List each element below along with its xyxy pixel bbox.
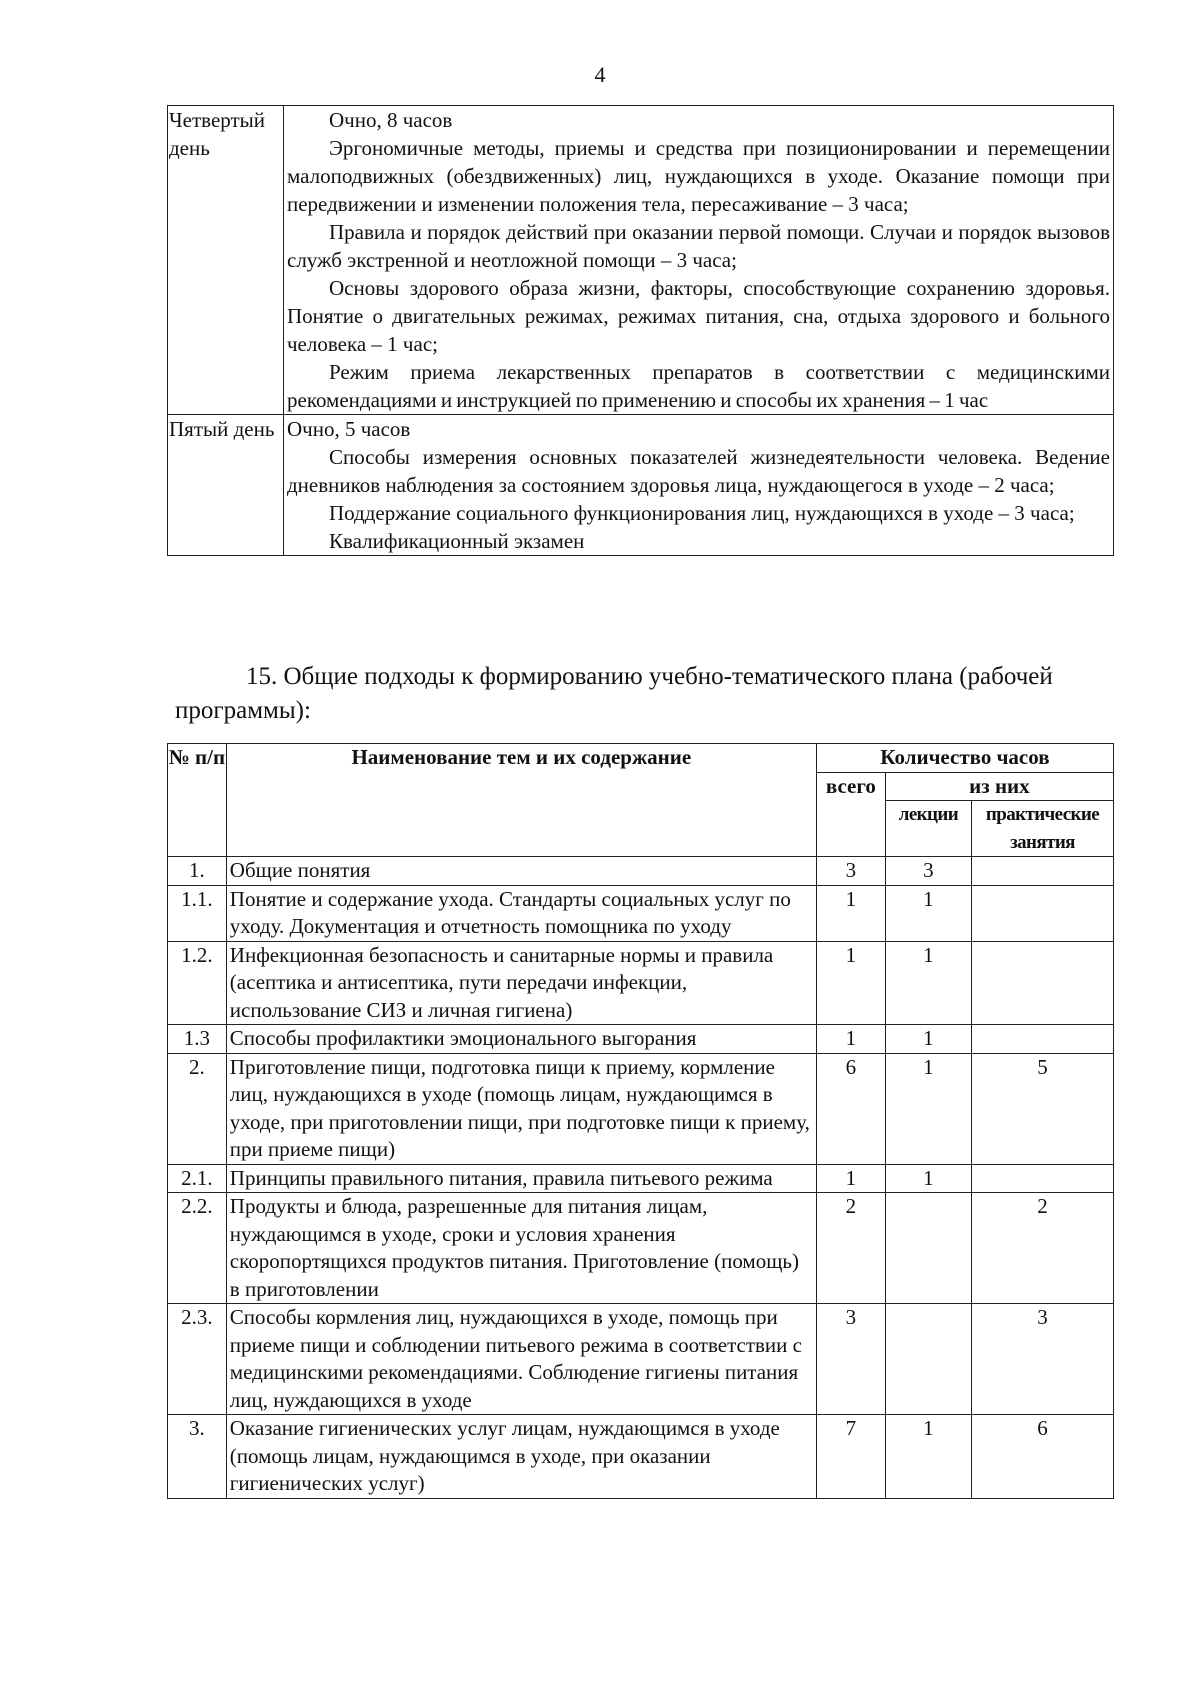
row-topic: Способы профилактики эмоционального выгорания	[226, 1025, 816, 1054]
row-number: 1.	[168, 857, 227, 886]
schedule-table	[167, 105, 1114, 556]
row-topic: Способы кормления лиц, нуждающихся в уходе, помощь при приеме пищи и соблюдении питьевого режима в соответствии с медицинскими рекомендациями. Соблюдение гигиены питания лиц, нуждающихся в уходе	[226, 1304, 816, 1415]
row-number: 2.1.	[168, 1164, 227, 1193]
row-practice	[972, 1164, 1114, 1193]
row-total: 1	[816, 1164, 885, 1193]
row-total: 6	[816, 1053, 885, 1164]
header-row	[168, 744, 1114, 773]
row-number: 2.	[168, 1053, 227, 1164]
curriculum-body	[168, 857, 1114, 1499]
header-hours: Количество часов	[816, 744, 1113, 773]
day-topic: Правила и порядок действий при оказании первой помощи. Случаи и порядок вызовов служб экстренной и неотложной помощи – 3 часа;	[287, 220, 1110, 272]
header-practice: практические занятия	[972, 801, 1114, 857]
header-of-them: из них	[885, 772, 1113, 801]
row-practice: 3	[972, 1304, 1114, 1415]
table-row	[168, 1025, 1114, 1054]
day-content	[284, 106, 1114, 415]
row-topic: Оказание гигиенических услуг лицам, нуждающимся в уходе (помощь лицам, нуждающимся в уходе, при оказании гигиенических услуг)	[226, 1415, 816, 1499]
row-topic: Инфекционная безопасность и санитарные нормы и правила (асептика и антисептика, пути передачи инфекции, использование СИЗ и личная гигиена)	[226, 941, 816, 1025]
row-topic: Продукты и блюда, разрешенные для питания лицам, нуждающимся в уходе, сроки и условия хранения скоропортящихся продуктов питания. Приготовление (помощь) в приготовлении	[226, 1193, 816, 1304]
day-label: Пятый день	[168, 415, 284, 556]
day-topic: Квалификационный экзамен	[329, 529, 585, 553]
row-practice: 5	[972, 1053, 1114, 1164]
row-lectures: 1	[885, 941, 971, 1025]
schedule-row-day5	[168, 415, 1114, 556]
row-lectures: 1	[885, 1053, 971, 1164]
row-number: 1.3	[168, 1025, 227, 1054]
header-num: № п/п	[168, 744, 227, 857]
day-topic: Способы измерения основных показателей жизнедеятельности человека. Ведение дневников наблюдения за состоянием здоровья лица, нуждающегося в уходе – 2 часа;	[287, 445, 1110, 497]
row-total: 1	[816, 885, 885, 941]
row-number: 2.2.	[168, 1193, 227, 1304]
row-lectures: 1	[885, 1415, 971, 1499]
row-lectures	[885, 1193, 971, 1304]
day-format: Очно, 8 часов	[329, 108, 453, 132]
table-row	[168, 1304, 1114, 1415]
row-lectures: 3	[885, 857, 971, 886]
table-row	[168, 1193, 1114, 1304]
table-row	[168, 885, 1114, 941]
row-number: 1.2.	[168, 941, 227, 1025]
row-total: 1	[816, 1025, 885, 1054]
row-total: 3	[816, 857, 885, 886]
row-total: 7	[816, 1415, 885, 1499]
row-lectures: 1	[885, 885, 971, 941]
header-total: всего	[816, 772, 885, 857]
row-number: 3.	[168, 1415, 227, 1499]
table-row	[168, 1164, 1114, 1193]
day-label: Четвертый день	[168, 106, 284, 415]
row-topic: Понятие и содержание ухода. Стандарты социальных услуг по уходу. Документация и отчетность помощника по уходу	[226, 885, 816, 941]
row-practice: 6	[972, 1415, 1114, 1499]
curriculum-table	[167, 743, 1114, 1499]
row-topic: Приготовление пищи, подготовка пищи к приему, кормление лиц, нуждающихся в уходе (помощь лицам, нуждающимся в уходе, при приготовлении пищи, при подготовке пищи к приему, при приеме пищи)	[226, 1053, 816, 1164]
row-practice	[972, 885, 1114, 941]
row-total: 3	[816, 1304, 885, 1415]
row-topic: Принципы правильного питания, правила питьевого режима	[226, 1164, 816, 1193]
day-content	[284, 415, 1114, 556]
row-practice: 2	[972, 1193, 1114, 1304]
row-lectures: 1	[885, 1164, 971, 1193]
day-topic: Поддержание социального функционирования лиц, нуждающихся в уходе – 3 часа;	[329, 501, 1075, 525]
row-total: 2	[816, 1193, 885, 1304]
table-row	[168, 1053, 1114, 1164]
day-format: Очно, 5 часов	[287, 417, 411, 441]
table-row	[168, 941, 1114, 1025]
page-number: 4	[594, 62, 606, 87]
row-lectures: 1	[885, 1025, 971, 1054]
row-practice	[972, 941, 1114, 1025]
day-topic: Эргономичные методы, приемы и средства при позиционировании и перемещении малоподвижных (обездвиженных) лиц, нуждающихся в уходе. Оказание помощи при передвижении и изменении положения тела, пересаживание – 3 часа;	[287, 136, 1110, 216]
row-topic: Общие понятия	[226, 857, 816, 886]
header-topic: Наименование тем и их содержание	[226, 744, 816, 857]
schedule-row-day4	[168, 106, 1114, 415]
row-practice	[972, 1025, 1114, 1054]
table-row	[168, 1415, 1114, 1499]
row-practice	[972, 857, 1114, 886]
row-number: 1.1.	[168, 885, 227, 941]
section-title: 15. Общие подходы к формированию учебно-тематического плана (рабочей программы):	[175, 663, 1053, 724]
day-topic: Режим приема лекарственных препаратов в соответствии с медицинскими рекомендациями и инструкцией по применению и способы их хранения – 1 час	[287, 360, 1110, 412]
table-row	[168, 857, 1114, 886]
day-topic: Основы здорового образа жизни, факторы, способствующие сохранению здоровья. Понятие о двигательных режимах, режимах питания, сна, отдыха здорового и больного человека – 1 час;	[287, 276, 1110, 356]
row-number: 2.3.	[168, 1304, 227, 1415]
row-total: 1	[816, 941, 885, 1025]
header-lectures: лекции	[885, 801, 971, 857]
row-lectures	[885, 1304, 971, 1415]
